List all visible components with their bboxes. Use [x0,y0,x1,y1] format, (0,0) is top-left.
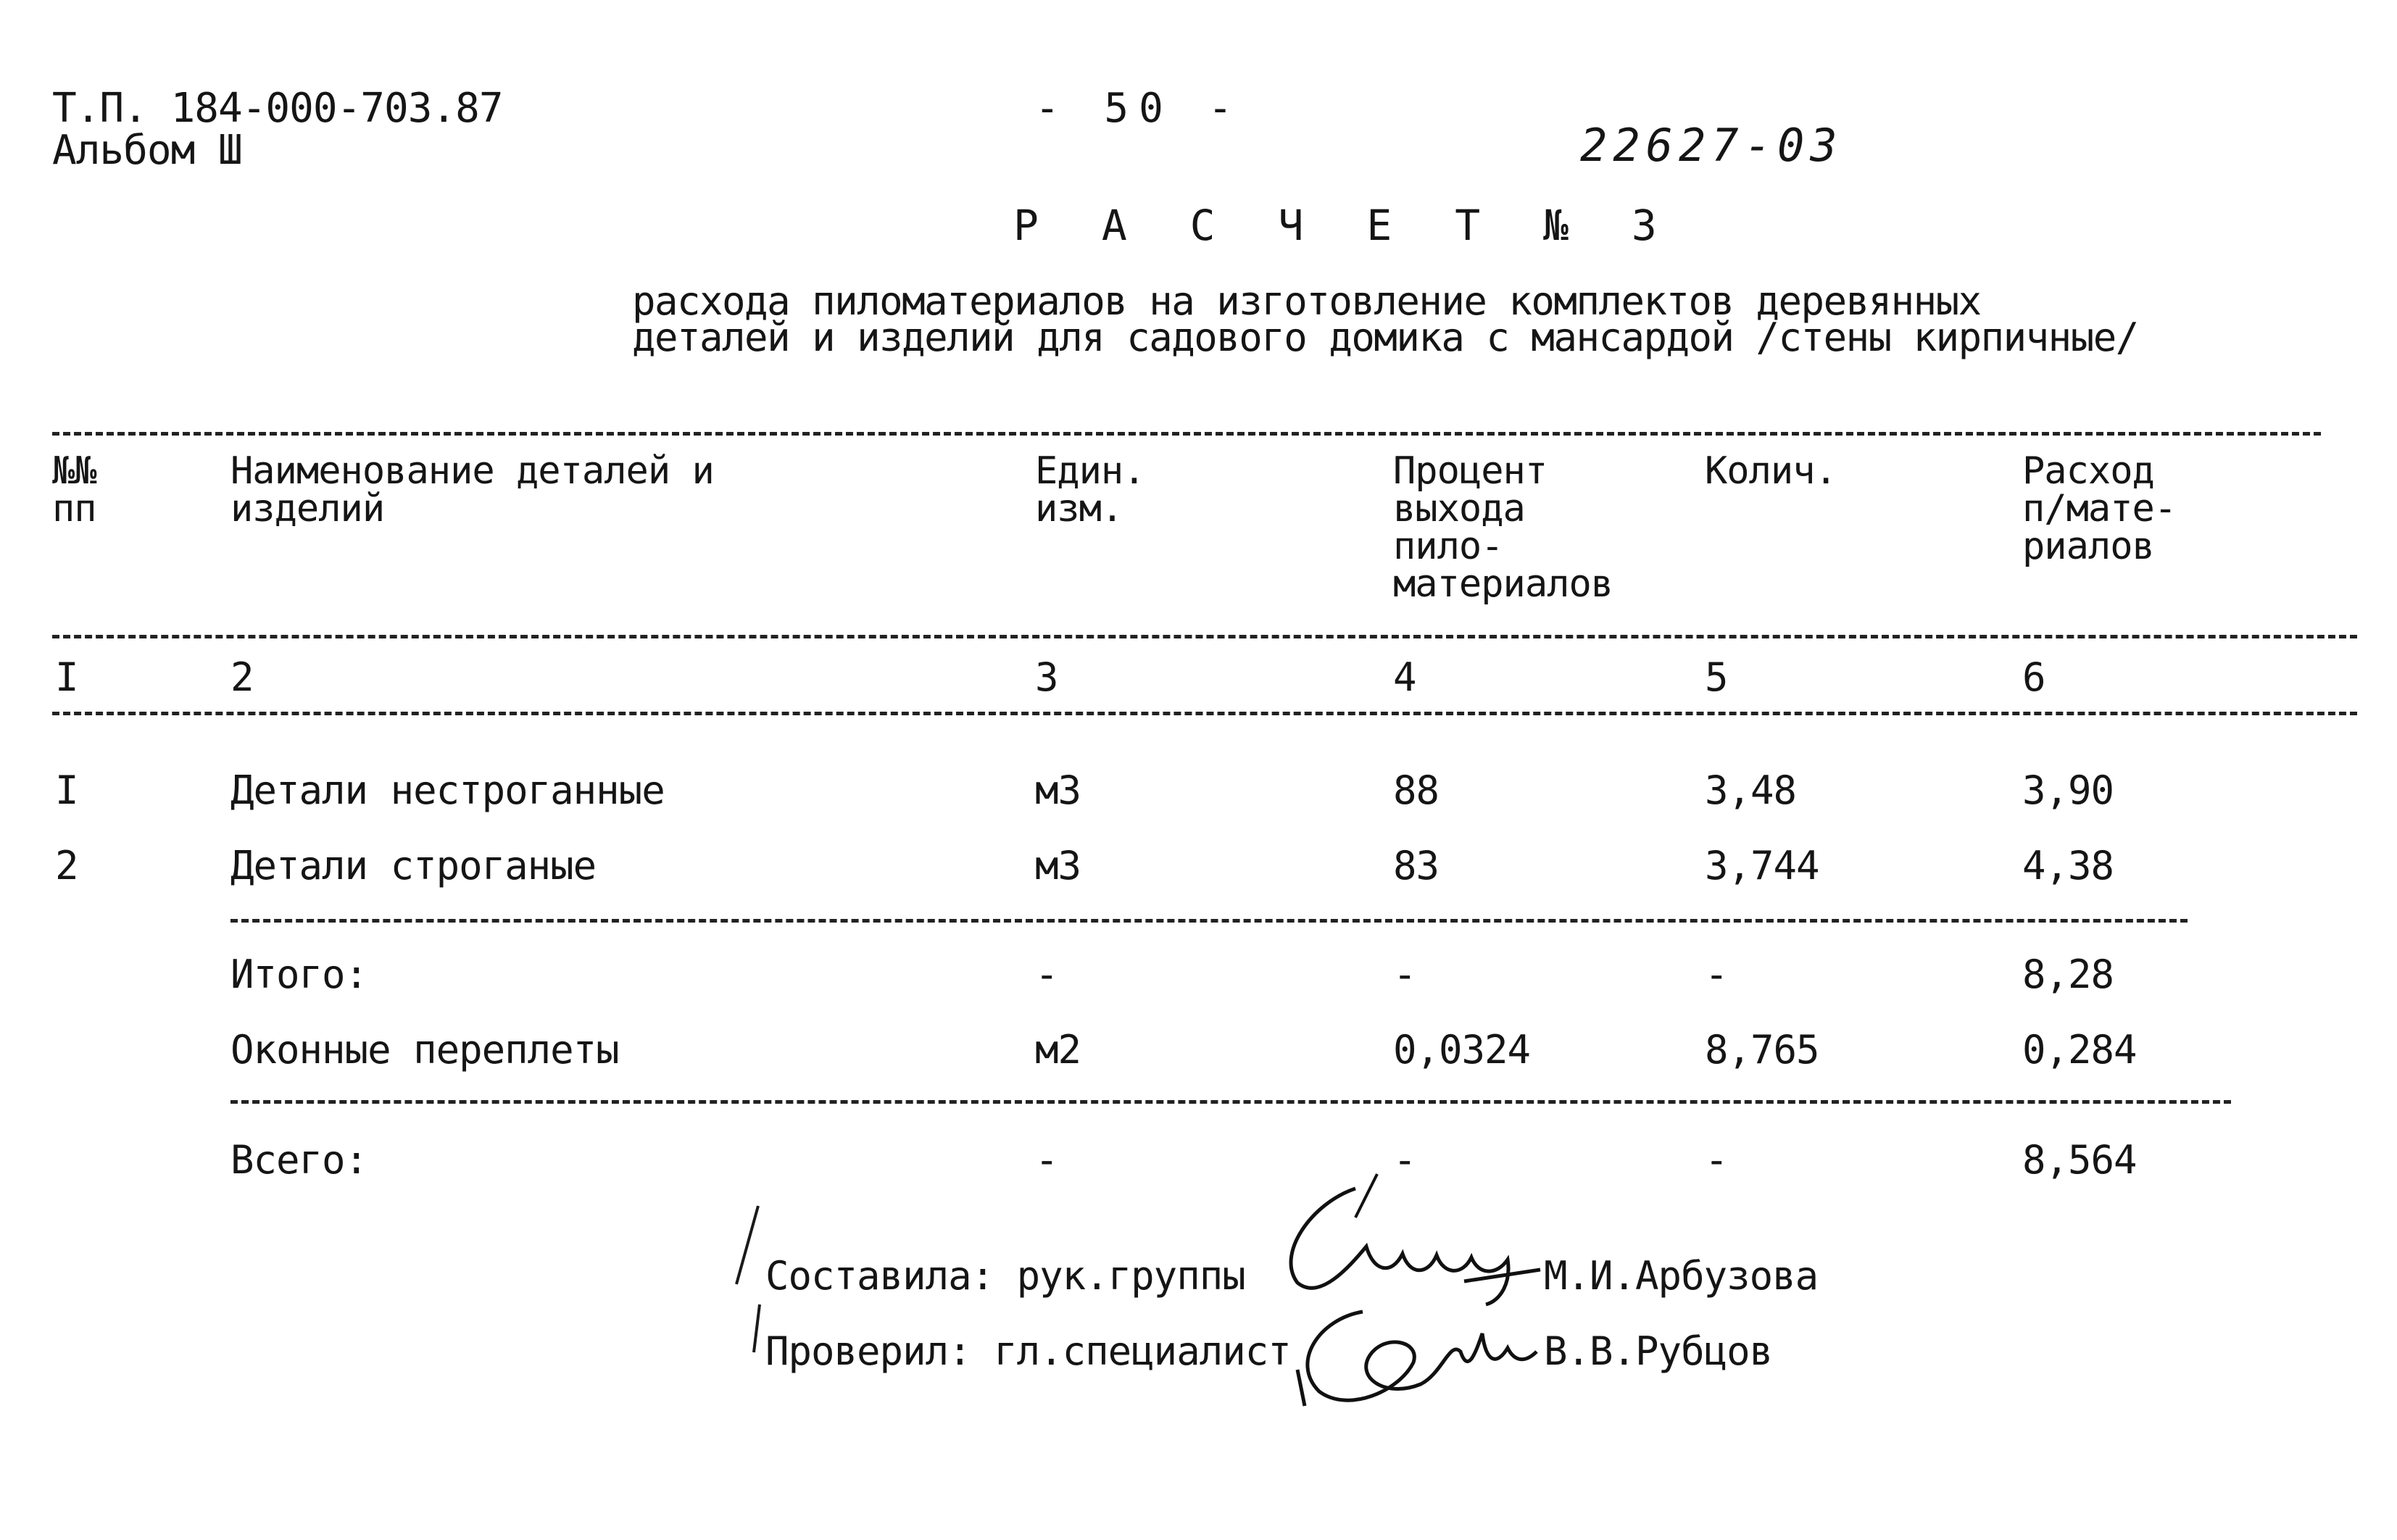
row-name: Детали нестроганные [230,767,665,813]
column-number: I [55,654,78,700]
column-number: 5 [1705,654,1728,700]
total-qty: - [1705,1137,1728,1183]
checked-by-label: Проверил: гл.специалист [765,1328,1291,1374]
row-consumption: 4,38 [2022,843,2114,888]
subtotal-unit: - [1035,952,1058,997]
row-qty: 3,744 [1705,843,1819,888]
row-percent: 88 [1393,767,1440,813]
col-header-consumption: Расход п/мате- риалов [2022,449,2177,568]
row-number: I [55,767,78,813]
table-top-rule [52,432,2321,436]
row-unit: м2 [1035,1027,1081,1073]
row-percent: 0,0324 [1393,1027,1531,1073]
total-percent: - [1393,1137,1416,1183]
row-qty: 8,765 [1705,1027,1819,1073]
subtotal-qty: - [1705,952,1728,997]
column-number: 2 [230,654,254,700]
page-number: - 50 - [1035,85,1243,132]
total-rule [230,1100,2231,1104]
total-consumption: 8,564 [2022,1137,2137,1183]
subtotal-percent: - [1393,952,1416,997]
col-header-name: Наименование деталей и изделий [230,449,714,530]
page-title: Р А С Ч Е Т № 3 [1013,201,1676,250]
header-bottom-rule [52,635,2357,638]
checked-by-name: В.В.Рубцов [1544,1328,1773,1374]
row-qty: 3,48 [1705,767,1797,813]
margin-tick [751,1302,765,1360]
document-code: Т.П. 184-000-703.87 [52,85,503,132]
total-label: Всего: [230,1137,368,1183]
document-number: 22627-03 [1580,119,1843,172]
row-name: Детали строганые [230,843,597,888]
handwritten-signature [1276,1290,1551,1413]
subtotal-consumption: 8,28 [2022,952,2114,997]
row-consumption: 0,284 [2022,1027,2137,1073]
column-number: 3 [1035,654,1058,700]
subtotal-label: Итого: [230,952,368,997]
margin-tick [732,1203,761,1290]
compiled-by-label: Составила: рук.группы [765,1253,1245,1299]
column-numbers-rule [52,712,2357,715]
col-header-percent: Процент выхода пило- материалов [1393,449,1613,606]
row-name: Оконные переплеты [230,1027,619,1073]
row-number: 2 [55,843,78,888]
subtitle-line-1: расхода пиломатериалов на изготовление комплектов деревянных [632,278,1981,324]
album-label: Альбом Ш [52,127,242,174]
col-header-qty: Колич. [1705,449,1837,493]
col-header-unit: Един. изм. [1035,449,1145,530]
column-number: 4 [1393,654,1416,700]
row-consumption: 3,90 [2022,767,2114,813]
column-number: 6 [2022,654,2045,700]
compiled-by-name: М.И.Арбузова [1544,1253,1819,1299]
row-unit: м3 [1035,767,1081,813]
col-header-no: №№ пп [52,449,96,530]
total-unit: - [1035,1137,1058,1183]
subtitle-line-2: деталей и изделий для садового домика с мансардой /стены кирпичные/ [632,315,2138,360]
row-unit: м3 [1035,843,1081,888]
subtotal-rule [230,919,2188,923]
row-percent: 83 [1393,843,1440,888]
